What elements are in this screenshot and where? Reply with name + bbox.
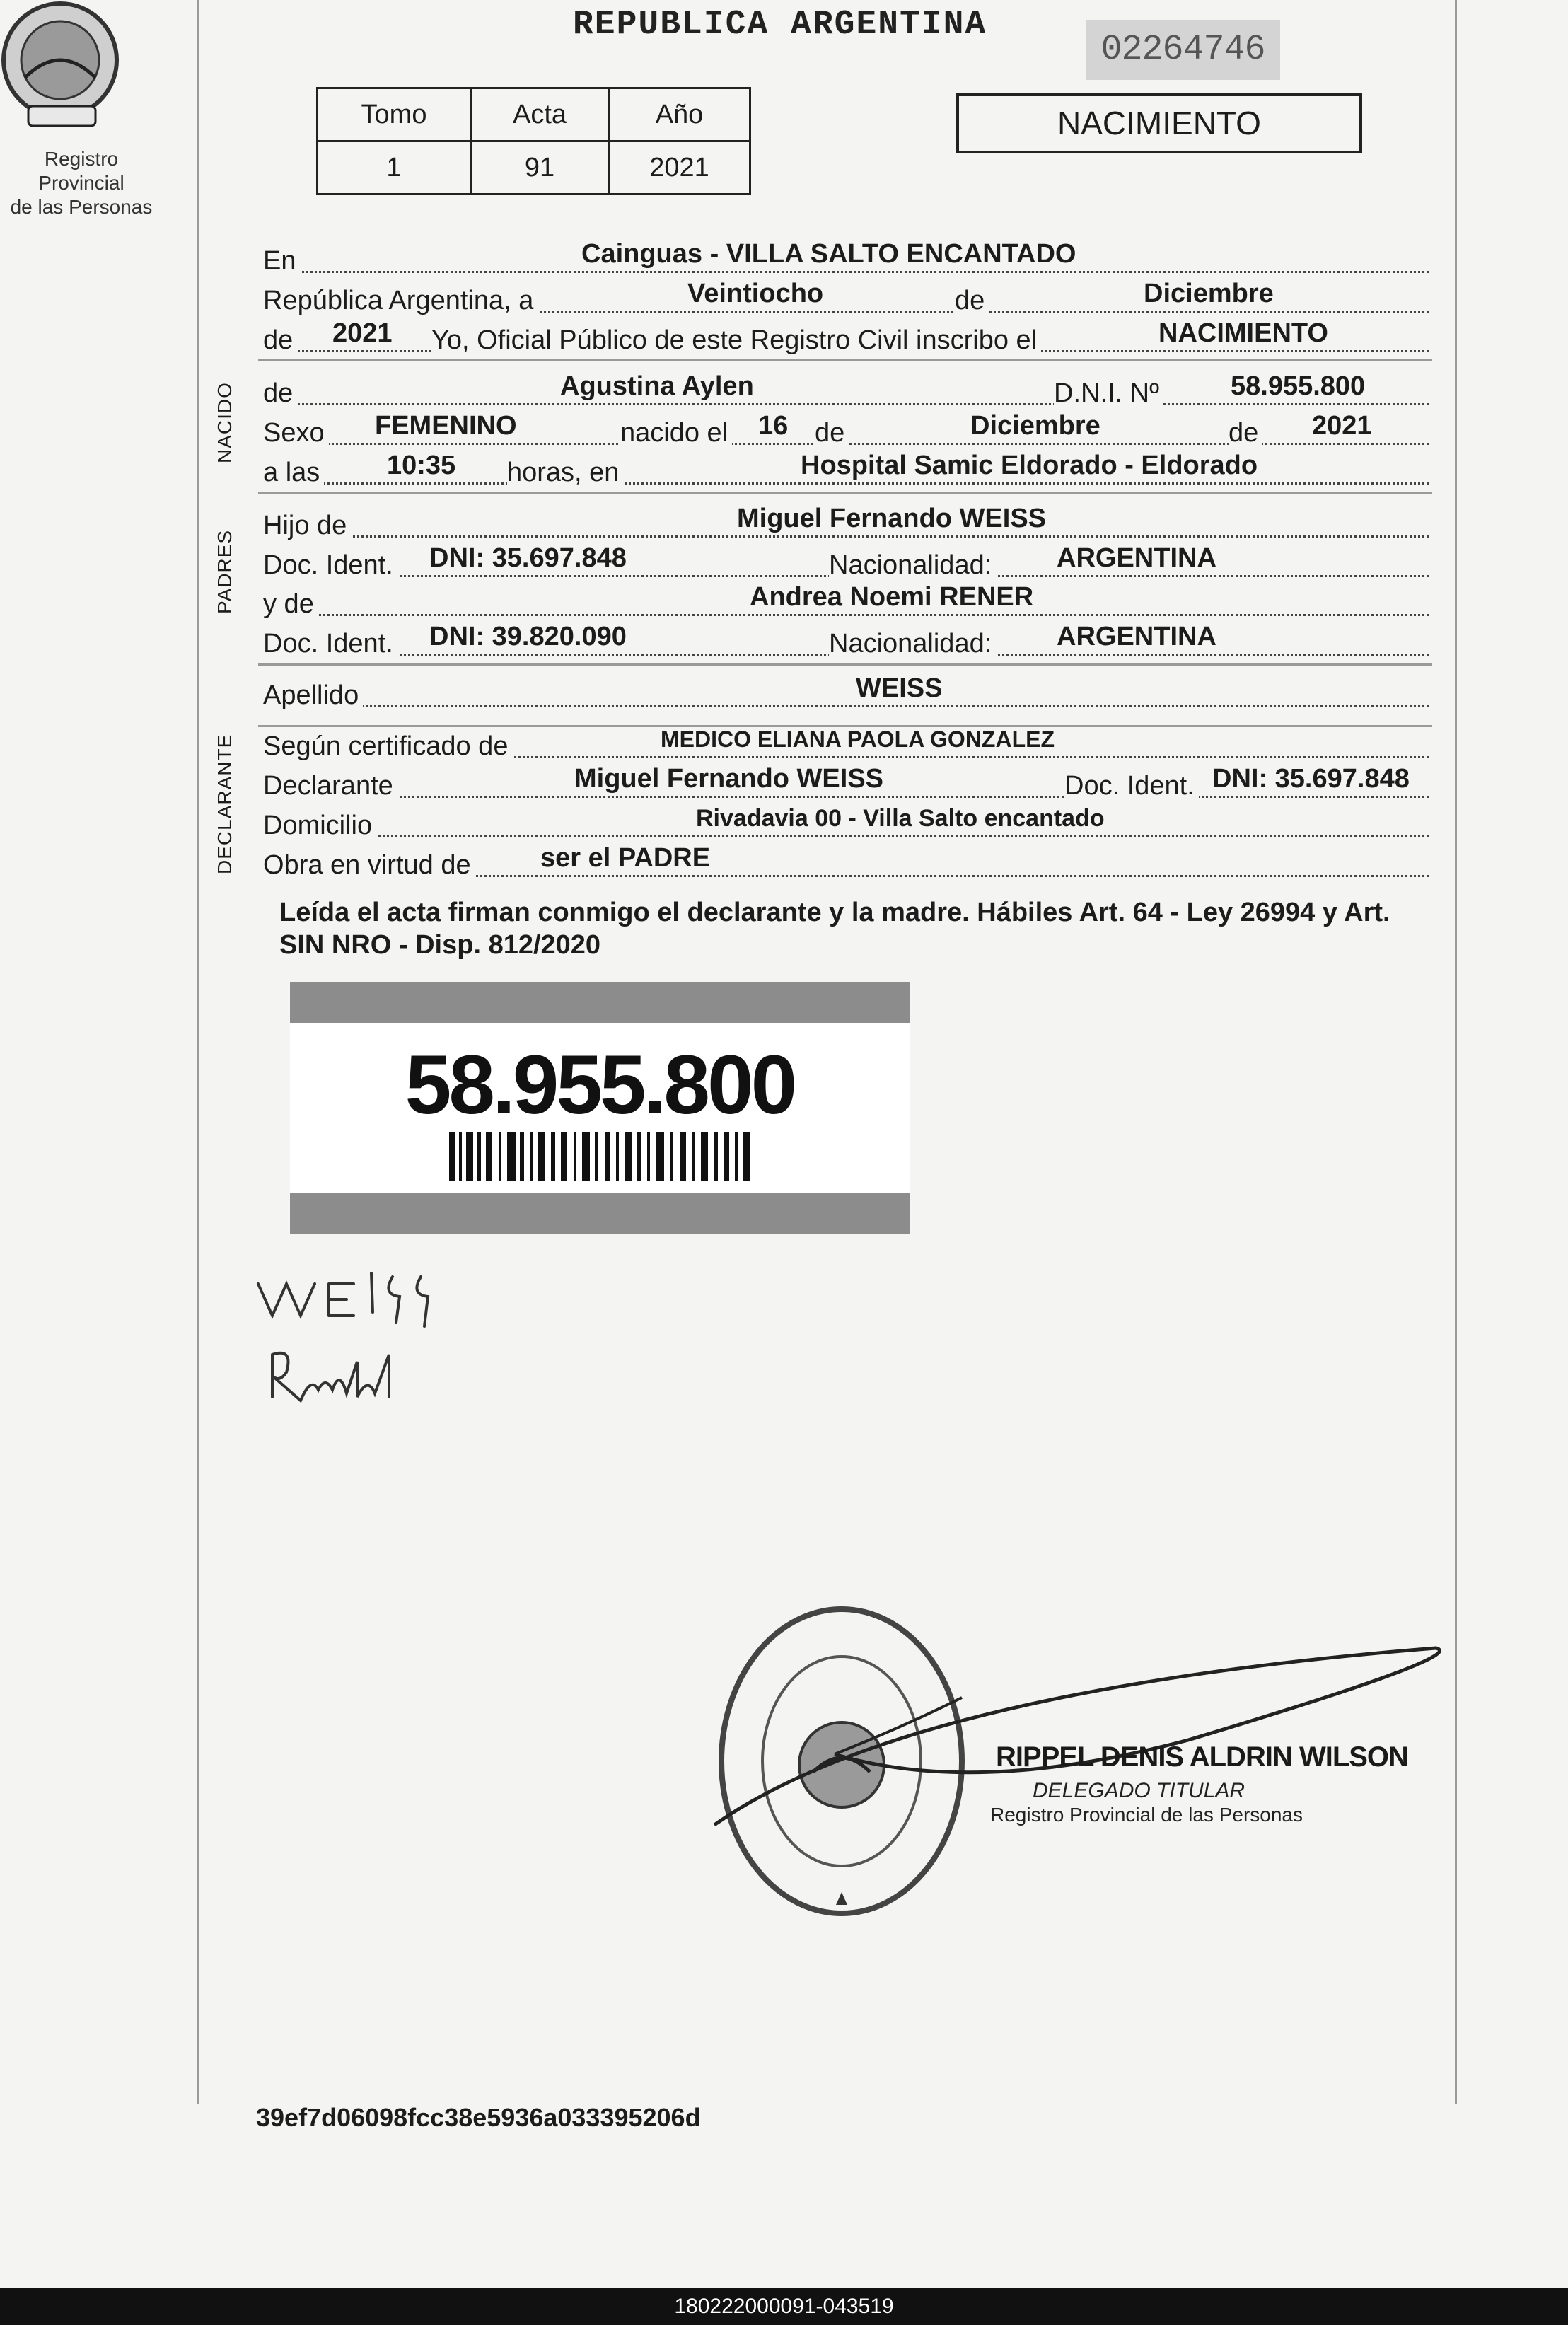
- label-hijo-de: Hijo de: [263, 509, 351, 542]
- legal-text: Leída el acta firman conmigo el declarante y la madre. Hábiles Art. 64 - Ley 26994 y Art. SIN NRO - Disp. 812/2020: [279, 898, 1390, 960]
- section-label-declarante: DECLARANTE: [214, 734, 236, 874]
- value-birth-month: Diciembre: [970, 411, 1100, 441]
- label-apellido: Apellido: [263, 679, 363, 712]
- section-label-padres: PADRES: [214, 529, 236, 614]
- separator-3: [258, 663, 1432, 666]
- card-band-bottom: [290, 1193, 910, 1234]
- label-doc-ident: Doc. Ident.: [263, 549, 397, 581]
- value-mother-nationality: ARGENTINA: [1057, 622, 1216, 651]
- value-mother-doc: DNI: 39.820.090: [429, 622, 627, 651]
- label-de: de: [1229, 417, 1262, 449]
- label-domicilio: Domicilio: [263, 809, 376, 842]
- value-declarant: Miguel Fernando WEISS: [574, 764, 884, 794]
- value-father: Miguel Fernando WEISS: [737, 504, 1047, 533]
- value-birth-year: 2021: [1312, 411, 1372, 441]
- label-doc-ident: Doc. Ident.: [263, 627, 397, 660]
- barcode-icon: [449, 1132, 750, 1181]
- dni-card: [290, 982, 910, 1234]
- col-header-acta: Acta: [471, 88, 609, 141]
- value-father-nationality: ARGENTINA: [1057, 543, 1216, 573]
- cell-tomo: 1: [318, 141, 471, 195]
- misiones-seal-emblem: [0, 0, 149, 149]
- value-child-name: Agustina Aylen: [560, 371, 754, 401]
- row-domicilio: [263, 802, 1429, 842]
- row-y-de: [263, 581, 1429, 620]
- delegate-title: DELEGADO TITULAR: [1033, 1779, 1245, 1802]
- row-father-doc: [263, 542, 1429, 581]
- label-nacido-el: nacido el: [620, 417, 732, 449]
- label-de: de: [263, 377, 297, 410]
- document-type-box: NACIMIENTO: [956, 93, 1362, 153]
- label-sexo: Sexo: [263, 417, 329, 449]
- value-sexo: FEMENINO: [375, 411, 517, 441]
- label-de: de: [955, 284, 989, 317]
- left-margin-rule: [197, 0, 199, 2104]
- row-hijo-de: [263, 502, 1429, 542]
- card-dni-number: 58.955.800: [405, 1038, 795, 1132]
- value-apellido: WEISS: [856, 673, 943, 703]
- row-nacido-sexo: [263, 410, 1429, 449]
- label-nacionalidad: Nacionalidad:: [829, 549, 996, 581]
- serial-number: 02264746: [1086, 20, 1280, 80]
- seal-caption-line1: Registro Provincial: [38, 148, 124, 194]
- col-header-ano: Año: [609, 88, 750, 141]
- value-act: NACIMIENTO: [1158, 318, 1328, 348]
- label-horas: horas, en: [507, 456, 623, 489]
- delegate-org: Registro Provincial de las Personas: [990, 1804, 1303, 1826]
- row-certificado: [263, 723, 1429, 763]
- separator-1: [258, 359, 1432, 361]
- label-obra-en-virtud: Obra en virtud de: [263, 849, 475, 881]
- value-father-doc: DNI: 35.697.848: [429, 543, 627, 573]
- label-declarante: Declarante: [263, 770, 397, 802]
- delegate-name: RIPPEL DENIS ALDRIN WILSON: [996, 1741, 1408, 1773]
- cell-ano: 2021: [609, 141, 750, 195]
- row-declarante: [263, 763, 1429, 802]
- row-en: [263, 238, 1429, 277]
- footer-code-bar: 180222000091-043519: [0, 2288, 1568, 2325]
- registry-table: [316, 87, 751, 195]
- seal-caption-line2: de las Personas: [10, 196, 153, 218]
- value-relationship: ser el PADRE: [540, 843, 711, 873]
- value-birth-place: Hospital Samic Eldorado - Eldorado: [801, 451, 1258, 480]
- value-day: Veintiocho: [687, 279, 824, 308]
- separator-2: [258, 492, 1432, 494]
- label-en: En: [263, 245, 300, 277]
- value-declarant-doc: DNI: 35.697.848: [1212, 764, 1410, 794]
- label-segun-certificado: Según certificado de: [263, 730, 512, 763]
- label-de2: de: [263, 324, 297, 356]
- label-yo: Yo, Oficial Público de este Registro Civil inscribo el: [431, 324, 1041, 356]
- label-y-de: y de: [263, 588, 318, 620]
- row-mother-doc: [263, 620, 1429, 660]
- value-child-dni: 58.955.800: [1231, 371, 1366, 401]
- value-certificate-issuer: MEDICO ELIANA PAOLA GONZALEZ: [661, 726, 1055, 752]
- row-republica: [263, 277, 1429, 317]
- seal-caption: [0, 147, 163, 219]
- col-header-tomo: Tomo: [318, 88, 471, 141]
- country-title: REPUBLICA ARGENTINA: [573, 6, 987, 44]
- section-label-nacido: NACIDO: [214, 382, 236, 463]
- value-year: 2021: [332, 318, 393, 348]
- row-nacido-name: [263, 370, 1429, 410]
- label-nacionalidad: Nacionalidad:: [829, 627, 996, 660]
- label-dni: D.N.I. Nº: [1054, 377, 1163, 410]
- row-obra: [263, 842, 1429, 881]
- card-band-top: [290, 982, 910, 1023]
- value-place: Cainguas - VILLA SALTO ENCANTADO: [581, 239, 1076, 269]
- value-month: Diciembre: [1144, 279, 1274, 308]
- row-yo: [263, 317, 1429, 356]
- label-de: de: [815, 417, 849, 449]
- cell-acta: 91: [471, 141, 609, 195]
- row-apellido: [263, 672, 1429, 712]
- document-hash: 39ef7d06098fcc38e5936a033395206d: [256, 2103, 701, 2132]
- value-birth-time: 10:35: [387, 451, 456, 480]
- value-address: Rivadavia 00 - Villa Salto encantado: [696, 805, 1105, 832]
- label-doc-ident: Doc. Ident.: [1064, 770, 1199, 802]
- handwritten-annotation: [251, 1256, 506, 1418]
- label-a-las: a las: [263, 456, 324, 489]
- value-birth-day: 16: [758, 411, 789, 441]
- row-nacido-hora: [263, 449, 1429, 489]
- value-mother: Andrea Noemi RENER: [750, 582, 1034, 612]
- label-republica: República Argentina, a: [263, 284, 538, 317]
